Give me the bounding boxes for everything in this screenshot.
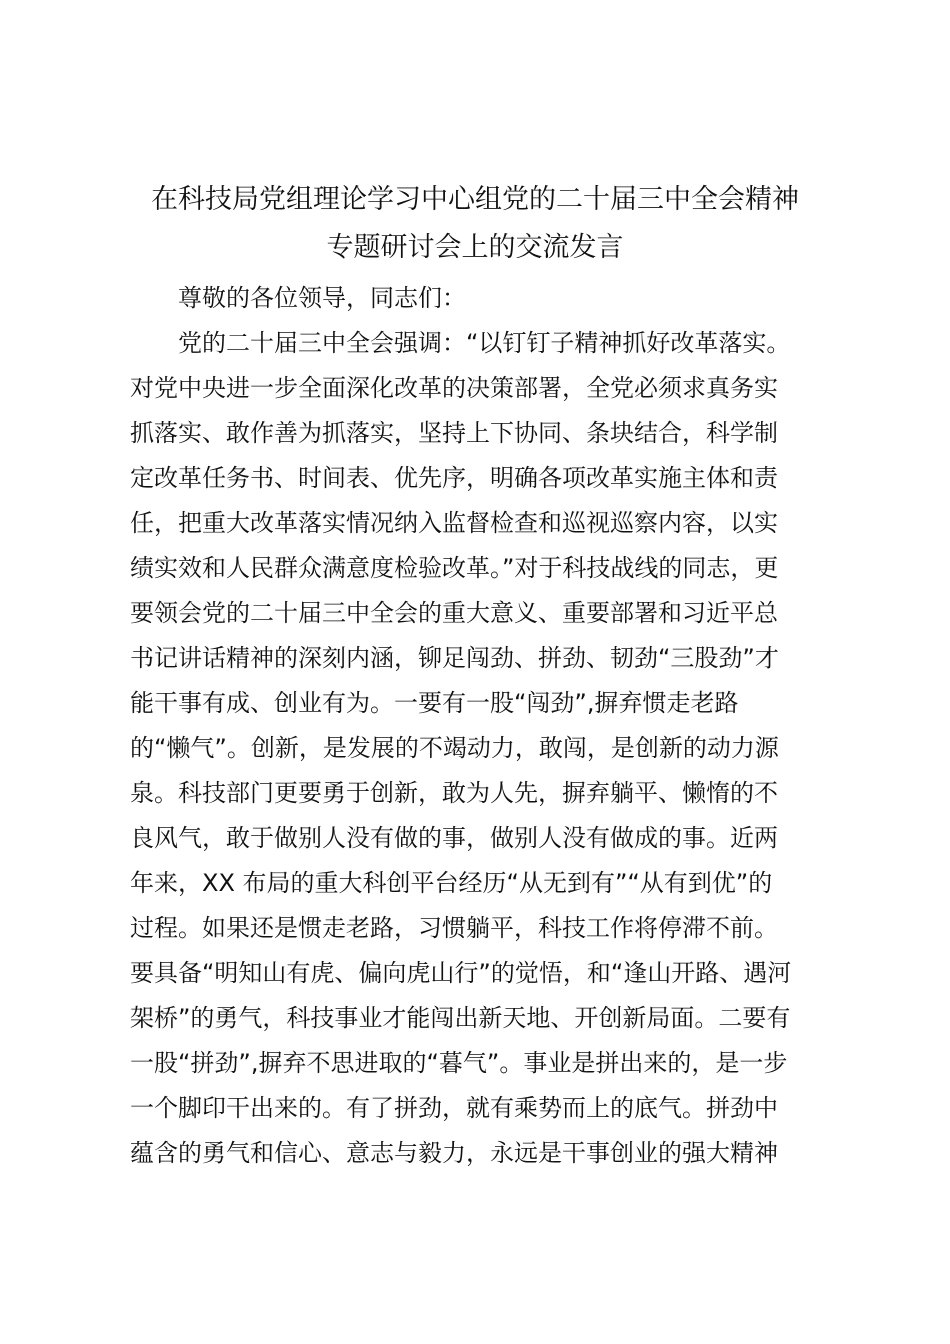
document-title-line-2: 专题研讨会上的交流发言 xyxy=(326,232,624,263)
body-line: 良风气，敢于做别人没有做的事，做别人没有做成的事。近两 xyxy=(130,824,778,852)
body-line: 的“懒气”。创新，是发展的不竭动力，敢闯，是创新的动力源 xyxy=(130,734,779,762)
body-line: 对党中央进一步全面深化改革的决策部署，全党必须求真务实 xyxy=(130,374,778,402)
body-line: 一个脚印干出来的。有了拼劲，就有乘势而上的底气。拼劲中 xyxy=(130,1094,778,1122)
body-line: 抓落实、敢作善为抓落实，坚持上下协同、条块结合，科学制 xyxy=(130,419,778,447)
body-line: 能干事有成、创业有为。一要有一股“闯劲”,摒弃惯走老路 xyxy=(130,689,739,717)
body-line: 过程。如果还是惯走老路，习惯躺平，科技工作将停滞不前。 xyxy=(130,914,778,942)
body-line: 绩实效和人民群众满意度检验改革。”对于科技战线的同志，更 xyxy=(130,554,779,582)
body-line: 一股“拼劲”,摒弃不思进取的“暮气”。事业是拼出来的，是一步 xyxy=(130,1049,788,1077)
body-line: 泉。科技部门更要勇于创新，敢为人先，摒弃躺平、懒惰的不 xyxy=(130,779,778,807)
body-line: 要领会党的二十届三中全会的重大意义、重要部署和习近平总 xyxy=(130,599,778,627)
salutation: 尊敬的各位领导，同志们： xyxy=(178,284,466,312)
body-line: 党的二十届三中全会强调：“以钉钉子精神抓好改革落实。 xyxy=(178,329,791,357)
document-title-line-1: 在科技局党组理论学习中心组党的二十届三中全会精神 xyxy=(151,184,799,215)
body-line: 蕴含的勇气和信心、意志与毅力，永远是干事创业的强大精神 xyxy=(130,1139,778,1167)
body-line: 年来，XX 布局的重大科创平台经历“从无到有”“从有到优”的 xyxy=(130,869,773,897)
body-line: 要具备“明知山有虎、偏向虎山行”的觉悟，和“逢山开路、遇河 xyxy=(130,959,792,987)
body-line: 任，把重大改革落实情况纳入监督检查和巡视巡察内容，以实 xyxy=(130,509,778,537)
body-line: 定改革任务书、时间表、优先序，明确各项改革实施主体和责 xyxy=(130,464,778,492)
body-line: 书记讲话精神的深刻内涵，铆足闯劲、拼劲、韧劲“三股劲”才 xyxy=(130,644,779,672)
body-line: 架桥”的勇气，科技事业才能闯出新天地、开创新局面。二要有 xyxy=(130,1004,791,1032)
